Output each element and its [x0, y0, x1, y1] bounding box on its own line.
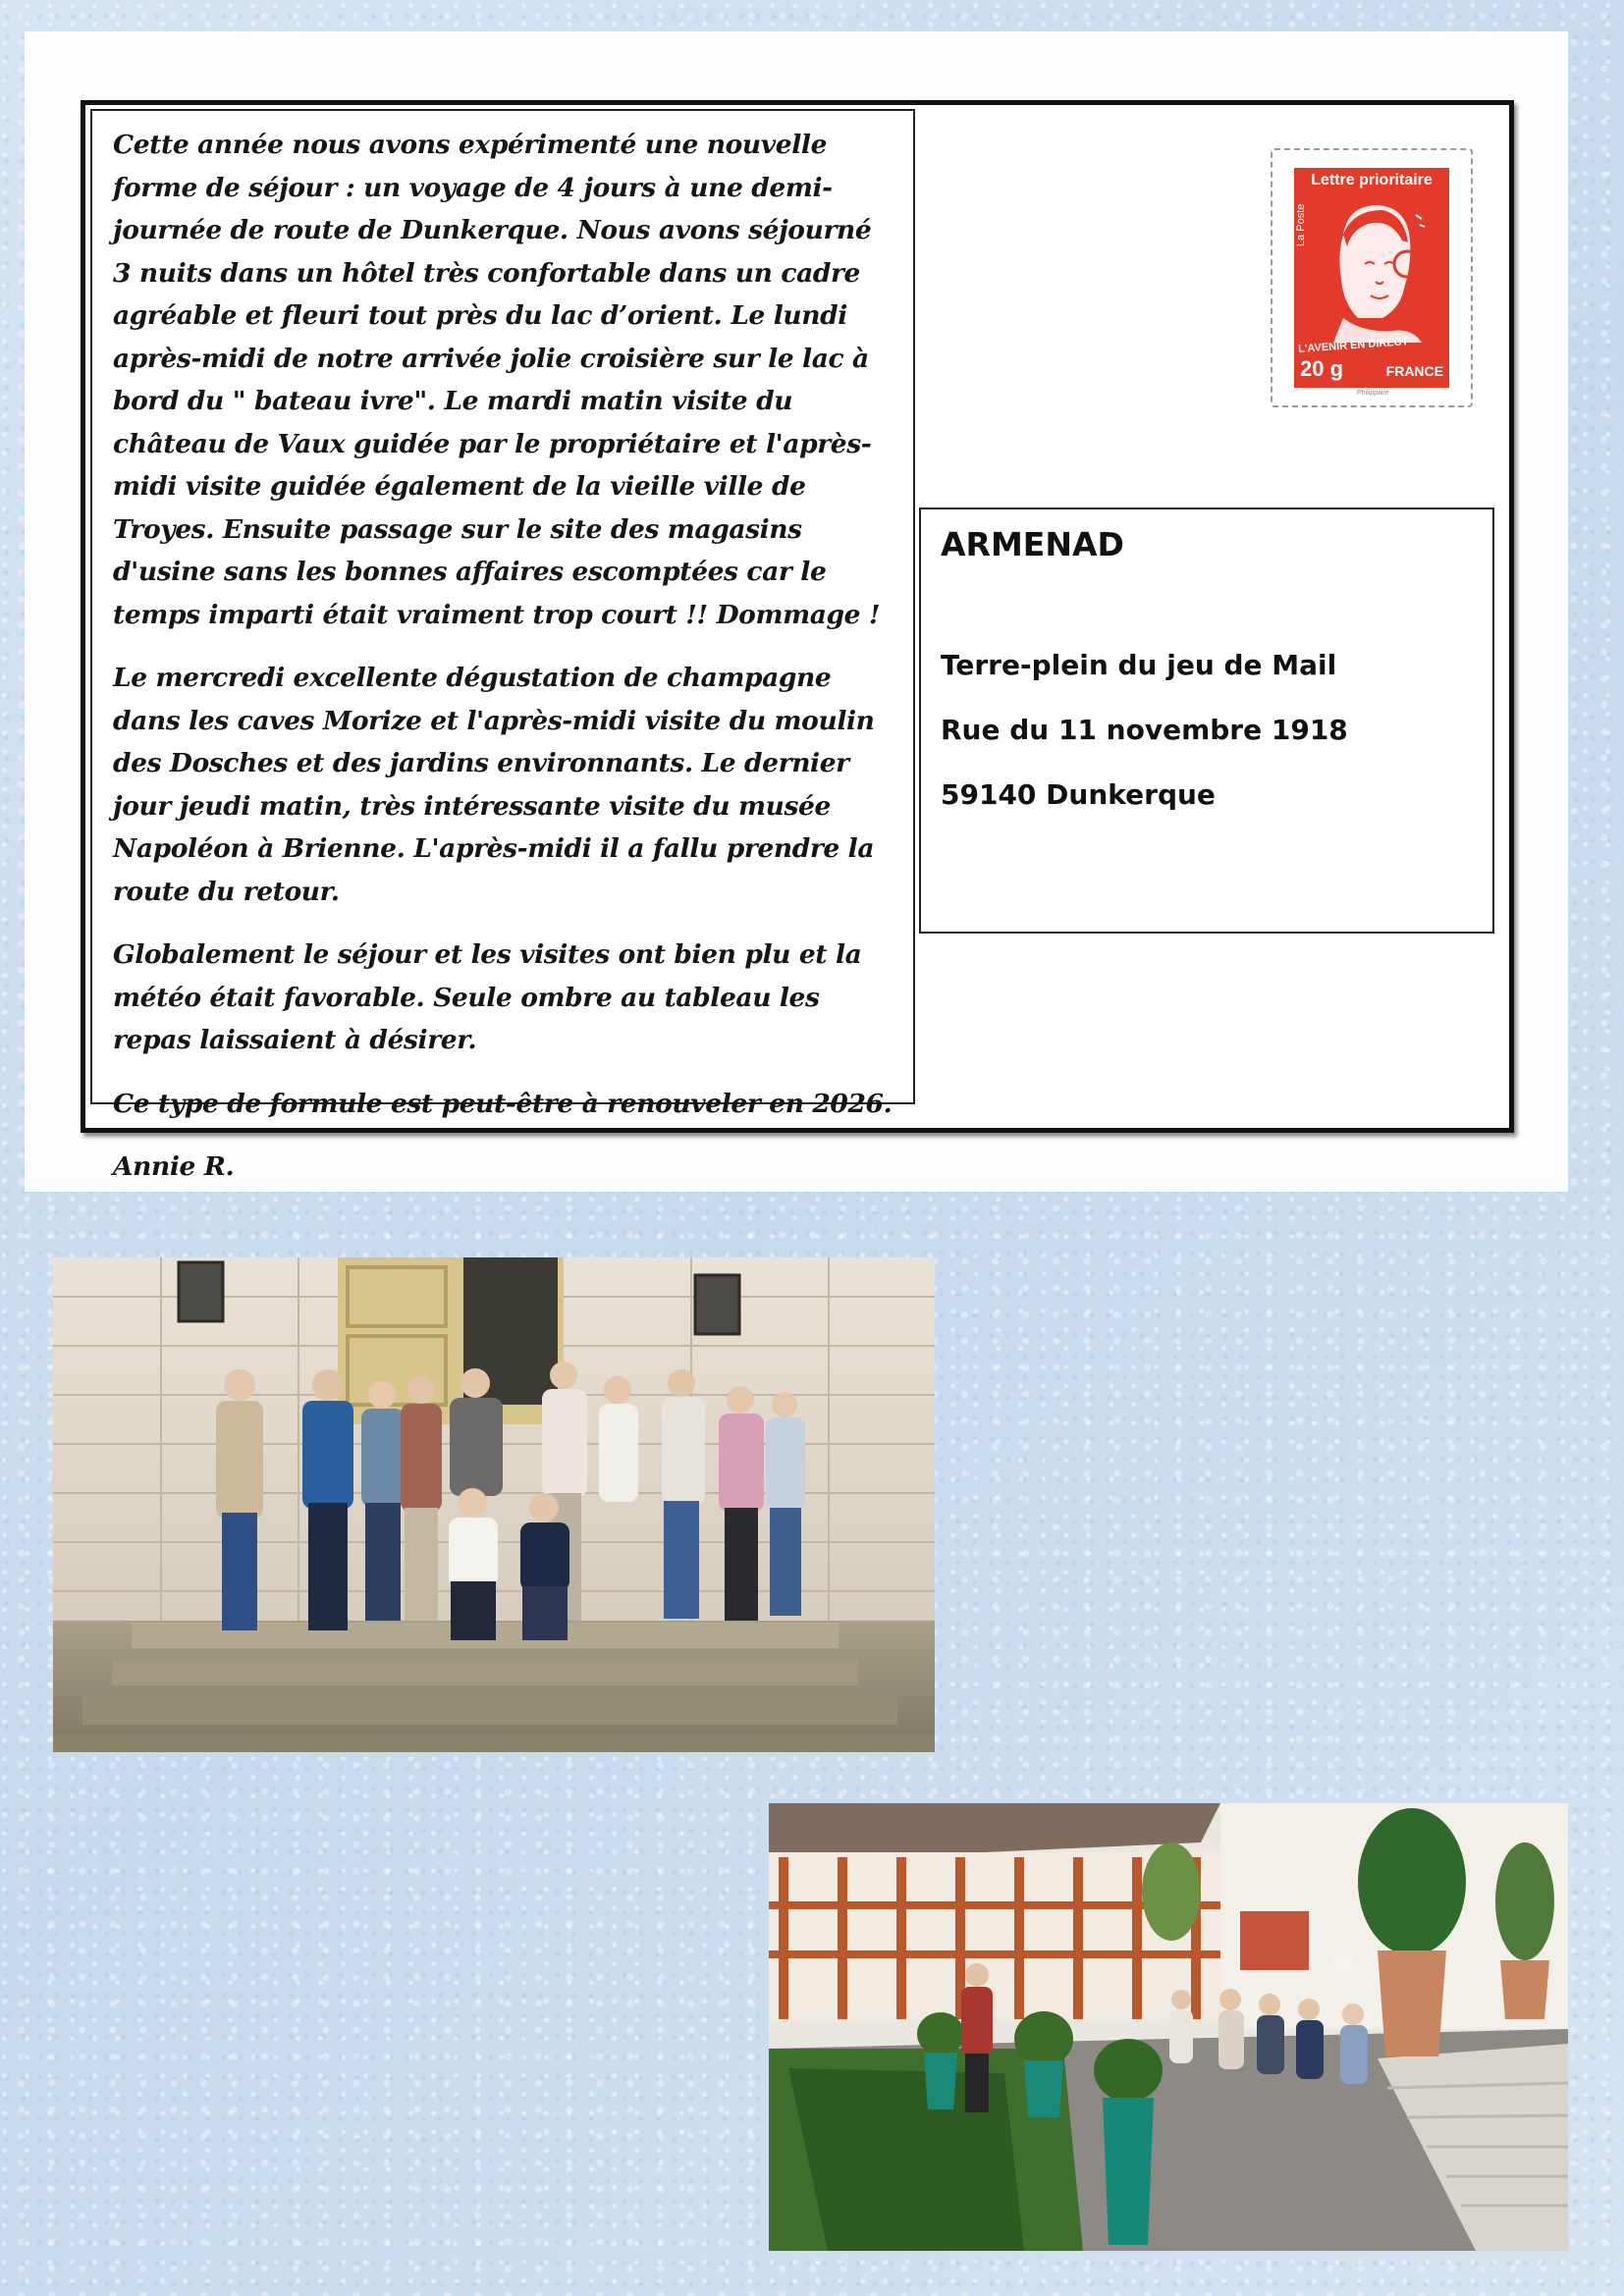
address-block	[919, 507, 1494, 934]
stamp-side-text: La Poste	[1295, 203, 1307, 246]
stamp-credit: Philippaire	[1357, 390, 1389, 397]
address-line-2: Rue du 11 novembre 1918	[941, 714, 1348, 746]
message-signature: Annie R.	[113, 1151, 235, 1182]
message-paragraph-4: Ce type de formule est peut-être à renouveler en 2026.	[113, 1088, 893, 1119]
message-paragraph-2: Le mercredi excellente dégustation de champagne dans les caves Morize et l'après-midi visite du moulin des Dosches et des jardins environnants. Le dernier jour jeudi matin, très intéressante visite du musée Napoléon à Brienne. L'après-midi il a fallu prendre la route du retour.	[113, 663, 875, 907]
stamp-country: FRANCE	[1385, 363, 1443, 379]
stamp-face-panel	[1294, 168, 1449, 388]
postcard-message	[90, 109, 915, 1182]
marianne-portrait-icon	[1314, 195, 1430, 343]
stamp-motto: L'AVENIR EN DIRECT	[1297, 336, 1409, 355]
group-photo-steps	[53, 1257, 935, 1752]
address-line-3: 59140 Dunkerque	[941, 778, 1216, 811]
recipient-name: ARMENAD	[941, 525, 1124, 563]
postage-stamp	[1271, 148, 1473, 407]
address-line-1: Terre-plein du jeu de Mail	[941, 649, 1337, 681]
message-paragraph-1: Cette année nous avons expérimenté une nouvelle forme de séjour : un voyage de 4 jours à une demi-journée de route de Dunkerque. Nous avons séjourné 3 nuits dans un hôtel très confortable dans un cadre agréable et fleuri tout près du lac d’orient. Le lundi après-midi de notre arrivée jolie croisière sur le lac à bord du " bateau ivre". Le mardi matin visite du château de Vaux guidée par le propriétaire et l'après-midi visite guidée également de la vieille ville de Troyes. Ensuite passage sur le site des magasins d'usine sans les bonnes affaires escomptées car le temps imparti était vraiment trop court !! Dommage !	[113, 130, 881, 630]
message-paragraph-3: Globalement le séjour et les visites ont bien plu et la météo était favorable. Seule ombre au tableau les repas laissaient à désirer.	[113, 939, 862, 1055]
group-photo-courtyard	[769, 1803, 1568, 2251]
stamp-weight: 20 g	[1300, 356, 1344, 381]
stamp-title: Lettre prioritaire	[1311, 172, 1433, 188]
